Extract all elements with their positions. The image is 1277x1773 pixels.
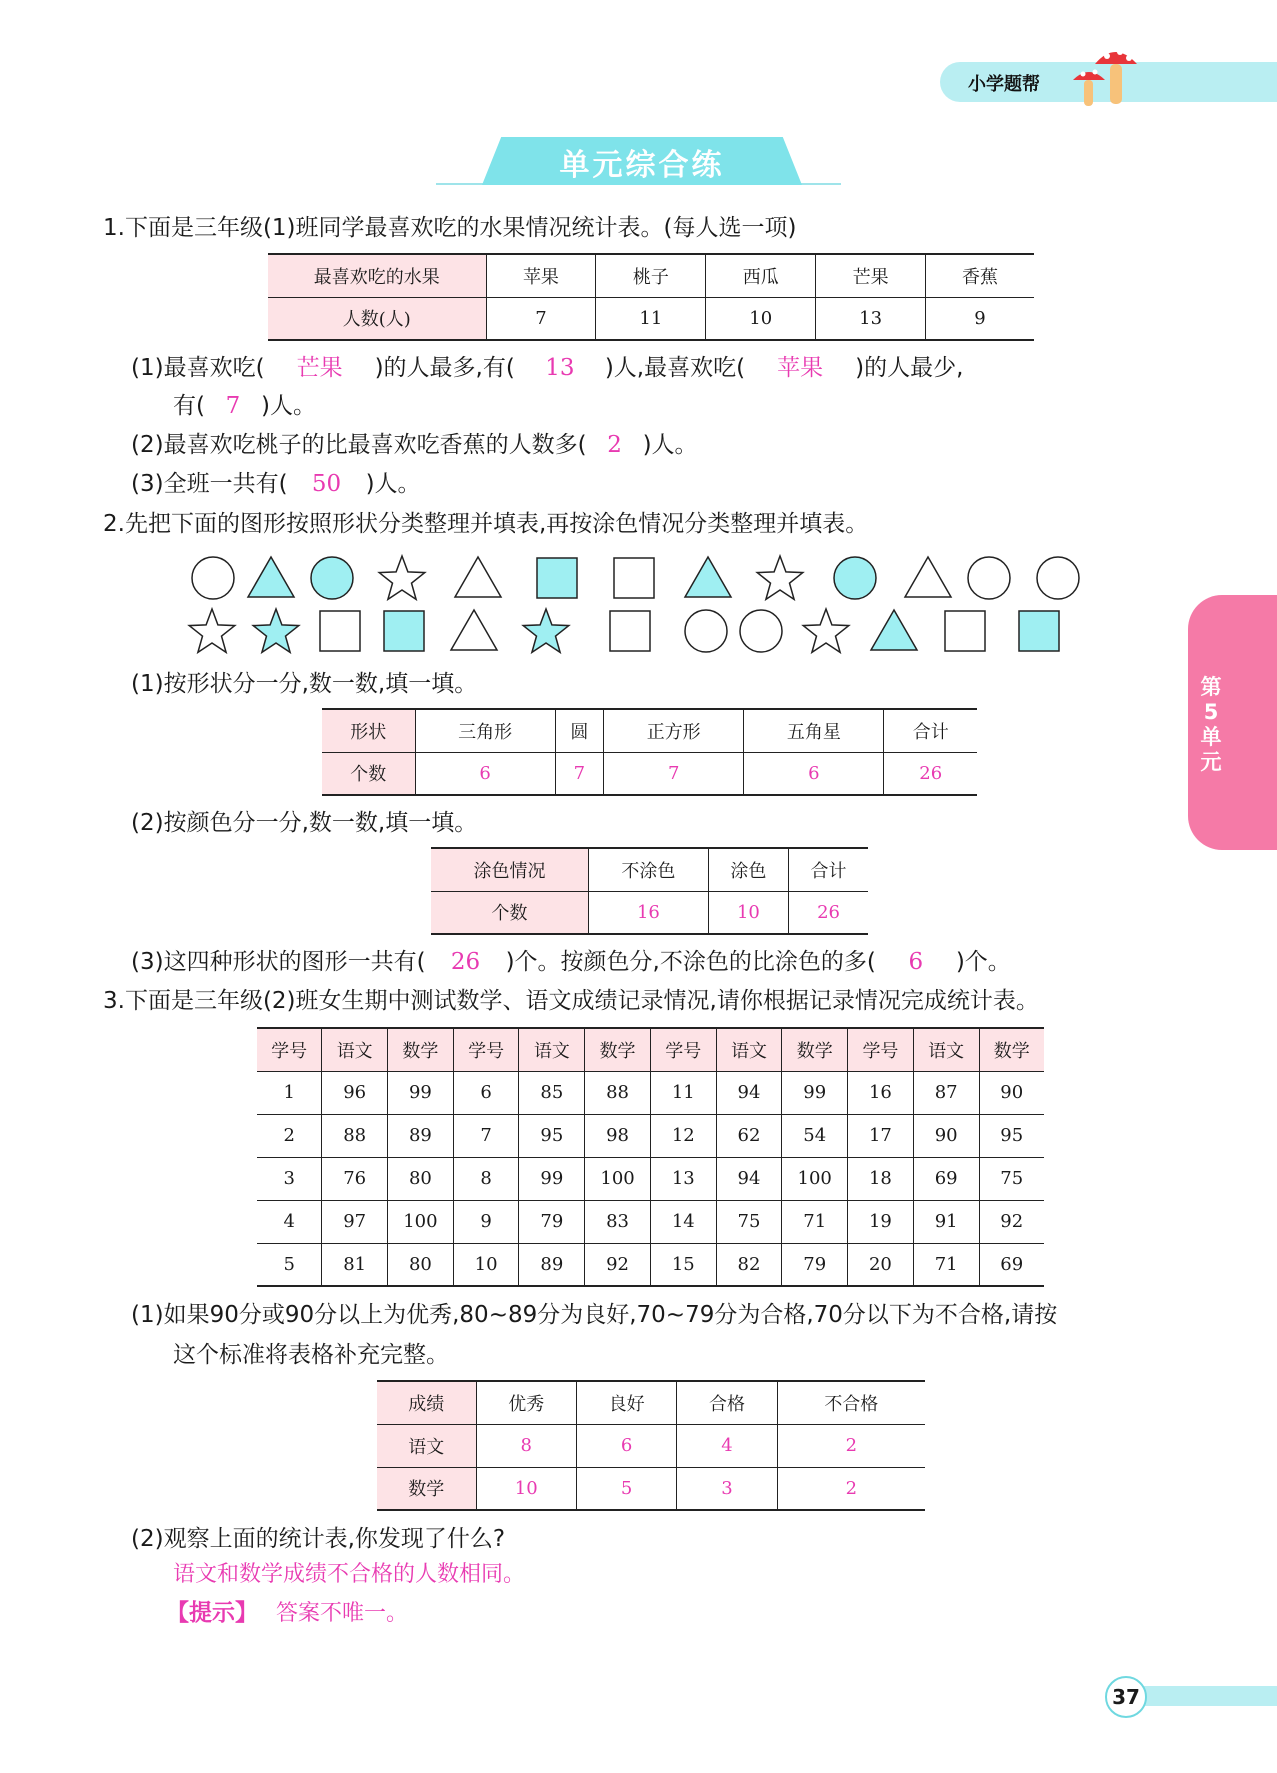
q3-score-table — [257, 1027, 1044, 1287]
table-cell: 5 — [257, 1243, 322, 1286]
table-cell: 20 — [848, 1243, 914, 1286]
table-cell: 11 — [650, 1071, 716, 1114]
table-cell: 54 — [782, 1114, 848, 1157]
star-shape — [803, 609, 849, 652]
table-cell: 圆 — [555, 709, 603, 752]
table-cell: 香蕉 — [926, 254, 1034, 297]
table-cell: 15 — [650, 1243, 716, 1286]
text: )人。 — [365, 471, 421, 497]
table-header-cell: 学号 — [453, 1028, 519, 1071]
table-row — [257, 1200, 1044, 1243]
q3-stem: 3.下面是三年级(2)班女生期中测试数学、语文成绩记录情况,请你根据记录情况完成统计表。 — [103, 988, 1039, 1014]
text: (3)全班一共有( — [131, 471, 288, 497]
table-cell: 79 — [519, 1200, 585, 1243]
table-cell: 100 — [782, 1157, 848, 1200]
answer-cell: 6 — [576, 1424, 676, 1467]
table-cell: 正方形 — [604, 709, 744, 752]
square-shape — [610, 611, 650, 651]
text: )的人最少, — [855, 355, 964, 381]
table-cell: 95 — [519, 1114, 585, 1157]
table-cell: 95 — [979, 1114, 1044, 1157]
table-cell: 89 — [388, 1114, 454, 1157]
answer-cell: 8 — [476, 1424, 576, 1467]
page-number: 37 — [1105, 1676, 1147, 1718]
answer-fill: 2 — [607, 432, 622, 458]
q1-fruit-table — [268, 253, 1034, 341]
q2-part1: (1)按形状分一分,数一数,填一填。 — [131, 671, 478, 697]
table-header-cell: 语文 — [519, 1028, 585, 1071]
table-cell: 不合格 — [777, 1381, 925, 1424]
answer-cell: 2 — [777, 1467, 925, 1510]
table-header-cell: 数学 — [388, 1028, 454, 1071]
table-row — [257, 1071, 1044, 1114]
circle-filled-shape — [311, 557, 353, 599]
table-cell: 13 — [816, 297, 926, 340]
answer-cell: 10 — [476, 1467, 576, 1510]
answer-cell: 6 — [415, 752, 555, 795]
text: )人。 — [642, 432, 698, 458]
table-cell: 苹果 — [486, 254, 596, 297]
table-cell: 19 — [848, 1200, 914, 1243]
table-cell: 合计 — [789, 848, 868, 891]
hint-text: 答案不唯一。 — [276, 1601, 409, 1626]
table-cell: 合计 — [884, 709, 977, 752]
circle-shape — [740, 610, 782, 652]
table-cell: 12 — [650, 1114, 716, 1157]
table-cell: 西瓜 — [706, 254, 816, 297]
table-cell: 80 — [388, 1243, 454, 1286]
square-filled-shape — [384, 611, 424, 651]
q3-part1-line1: (1)如果90分或90分以上为优秀,80~89分为良好,70~79分为合格,70分以下为不合格,请按 — [131, 1302, 1058, 1328]
q3-part2: (2)观察上面的统计表,你发现了什么? — [131, 1526, 506, 1552]
answer-cell: 16 — [589, 891, 709, 934]
star-shape — [189, 609, 235, 652]
star-shape — [379, 556, 425, 599]
table-cell: 11 — [596, 297, 706, 340]
text: (3)这四种形状的图形一共有( — [131, 949, 426, 975]
circle-shape — [968, 557, 1010, 599]
q3-answer: 语文和数学成绩不合格的人数相同。 — [173, 1562, 526, 1587]
circle-shape — [1037, 557, 1079, 599]
answer-cell: 4 — [677, 1424, 777, 1467]
table-header-cell: 语文 — [377, 1424, 476, 1467]
triangle-shape — [455, 557, 501, 597]
q1-stem: 1.下面是三年级(1)班同学最喜欢吃的水果情况统计表。(每人选一项) — [103, 215, 797, 241]
page-title: 单元综合练 — [559, 148, 725, 183]
table-cell: 不涂色 — [589, 848, 709, 891]
q1-part2 — [131, 430, 698, 460]
star-filled-shape — [523, 609, 569, 652]
answer-cell: 5 — [576, 1467, 676, 1510]
table-cell: 合格 — [677, 1381, 777, 1424]
table-cell: 96 — [322, 1071, 388, 1114]
square-shape — [945, 611, 985, 651]
square-filled-shape — [1019, 611, 1059, 651]
table-cell: 4 — [257, 1200, 322, 1243]
table-row — [257, 1114, 1044, 1157]
square-shape — [614, 558, 654, 598]
table-header-cell: 数学 — [782, 1028, 848, 1071]
unit-side-label: 第5单元 — [1200, 675, 1222, 774]
q2-shape-table — [322, 708, 977, 796]
table-cell: 16 — [848, 1071, 914, 1114]
text: )人,最喜欢吃( — [604, 355, 746, 381]
table-cell: 100 — [585, 1157, 651, 1200]
table-header-cell: 数学 — [585, 1028, 651, 1071]
answer-cell: 7 — [604, 752, 744, 795]
table-cell: 6 — [453, 1071, 519, 1114]
table-cell: 五角星 — [744, 709, 884, 752]
triangle-shape — [451, 610, 497, 650]
brand-label: 小学题帮 — [968, 74, 1040, 95]
table-cell: 69 — [913, 1157, 979, 1200]
answer-cell: 26 — [789, 891, 868, 934]
table-cell: 17 — [848, 1114, 914, 1157]
table-header-cell: 数学 — [377, 1467, 476, 1510]
table-cell: 3 — [257, 1157, 322, 1200]
q1-part3 — [131, 469, 421, 499]
answer-cell: 6 — [744, 752, 884, 795]
answer-fill: 6 — [908, 949, 924, 975]
table-cell: 90 — [913, 1114, 979, 1157]
table-cell: 99 — [519, 1157, 585, 1200]
table-cell: 2 — [257, 1114, 322, 1157]
table-header-cell: 个数 — [431, 891, 589, 934]
table-cell: 80 — [388, 1157, 454, 1200]
table-cell: 79 — [782, 1243, 848, 1286]
table-cell: 桃子 — [596, 254, 706, 297]
q3-grade-table — [377, 1380, 925, 1511]
table-header-cell: 涂色情况 — [431, 848, 589, 891]
circle-shape — [192, 557, 234, 599]
table-header-cell: 个数 — [322, 752, 415, 795]
table-cell: 85 — [519, 1071, 585, 1114]
table-cell: 71 — [913, 1243, 979, 1286]
answer-cell: 2 — [777, 1424, 925, 1467]
table-cell: 1 — [257, 1071, 322, 1114]
table-header-cell: 学号 — [848, 1028, 914, 1071]
answer-fill: 26 — [450, 949, 481, 975]
table-cell: 76 — [322, 1157, 388, 1200]
table-cell: 98 — [585, 1114, 651, 1157]
table-cell: 89 — [519, 1243, 585, 1286]
table-cell: 75 — [716, 1200, 782, 1243]
table-cell: 8 — [453, 1157, 519, 1200]
table-cell: 9 — [453, 1200, 519, 1243]
table-cell: 100 — [388, 1200, 454, 1243]
table-cell: 7 — [486, 297, 596, 340]
table-cell: 90 — [979, 1071, 1044, 1114]
table-cell: 94 — [716, 1071, 782, 1114]
hint-line — [166, 1598, 408, 1629]
table-cell: 62 — [716, 1114, 782, 1157]
table-cell: 良好 — [576, 1381, 676, 1424]
table-header-cell: 形状 — [322, 709, 415, 752]
table-cell: 芒果 — [816, 254, 926, 297]
answer-cell: 3 — [677, 1467, 777, 1510]
table-cell: 99 — [388, 1071, 454, 1114]
table-row — [257, 1243, 1044, 1286]
table-cell: 97 — [322, 1200, 388, 1243]
square-shape — [320, 611, 360, 651]
q2-part2: (2)按颜色分一分,数一数,填一填。 — [131, 810, 478, 836]
table-cell: 91 — [913, 1200, 979, 1243]
table-header-cell: 人数(人) — [268, 297, 486, 340]
text: )个。按颜色分,不涂色的比涂色的多( — [505, 949, 876, 975]
table-header-cell: 学号 — [650, 1028, 716, 1071]
text: 有( — [173, 393, 205, 419]
table-cell: 94 — [716, 1157, 782, 1200]
star-filled-shape — [253, 609, 299, 652]
table-cell: 87 — [913, 1071, 979, 1114]
table-cell: 92 — [979, 1200, 1044, 1243]
text: (2)最喜欢吃桃子的比最喜欢吃香蕉的人数多( — [131, 432, 587, 458]
star-shape — [757, 556, 803, 599]
triangle-shape — [905, 557, 951, 597]
table-cell: 14 — [650, 1200, 716, 1243]
table-header-cell: 最喜欢吃的水果 — [268, 254, 486, 297]
answer-cell: 7 — [555, 752, 603, 795]
table-cell: 83 — [585, 1200, 651, 1243]
answer-fill: 苹果 — [777, 355, 824, 381]
table-header-cell: 学号 — [257, 1028, 322, 1071]
table-header-cell: 语文 — [913, 1028, 979, 1071]
answer-fill: 芒果 — [296, 355, 343, 381]
square-filled-shape — [537, 558, 577, 598]
text: )人。 — [260, 393, 316, 419]
circle-filled-shape — [834, 557, 876, 599]
table-cell: 13 — [650, 1157, 716, 1200]
table-cell: 优秀 — [476, 1381, 576, 1424]
q1-part1-line1 — [131, 353, 963, 383]
answer-fill: 50 — [311, 471, 342, 497]
table-header-cell: 数学 — [979, 1028, 1044, 1071]
triangle-filled-shape — [248, 557, 294, 597]
table-cell: 92 — [585, 1243, 651, 1286]
table-cell: 三角形 — [415, 709, 555, 752]
mushroom-icon — [1065, 44, 1145, 114]
table-cell: 涂色 — [708, 848, 788, 891]
table-cell: 81 — [322, 1243, 388, 1286]
table-cell: 88 — [585, 1071, 651, 1114]
table-cell: 69 — [979, 1243, 1044, 1286]
table-header-cell: 成绩 — [377, 1381, 476, 1424]
text: (1)最喜欢吃( — [131, 355, 265, 381]
answer-fill: 13 — [545, 355, 575, 381]
table-header-cell: 语文 — [322, 1028, 388, 1071]
triangle-filled-shape — [685, 557, 731, 597]
table-row — [257, 1157, 1044, 1200]
circle-shape — [685, 610, 727, 652]
table-cell: 7 — [453, 1114, 519, 1157]
table-cell: 82 — [716, 1243, 782, 1286]
table-header-cell: 语文 — [716, 1028, 782, 1071]
table-cell: 99 — [782, 1071, 848, 1114]
hint-label: 【提示】 — [166, 1600, 258, 1626]
answer-cell: 26 — [884, 752, 977, 795]
q2-color-table — [431, 847, 868, 935]
q2-stem: 2.先把下面的图形按照形状分类整理并填表,再按涂色情况分类整理并填表。 — [103, 511, 869, 537]
q3-part1-line2: 这个标准将表格补充完整。 — [173, 1342, 449, 1368]
table-cell: 10 — [453, 1243, 519, 1286]
table-cell: 88 — [322, 1114, 388, 1157]
text: )的人最多,有( — [374, 355, 515, 381]
answer-cell: 10 — [708, 891, 788, 934]
answer-fill: 7 — [225, 393, 241, 419]
table-cell: 10 — [706, 297, 816, 340]
table-cell: 75 — [979, 1157, 1044, 1200]
triangle-filled-shape — [871, 610, 917, 650]
table-cell: 71 — [782, 1200, 848, 1243]
text: )个。 — [955, 949, 1011, 975]
q2-part3 — [131, 947, 1011, 977]
q1-part1-line2 — [173, 391, 316, 421]
table-cell: 9 — [926, 297, 1034, 340]
table-cell: 18 — [848, 1157, 914, 1200]
